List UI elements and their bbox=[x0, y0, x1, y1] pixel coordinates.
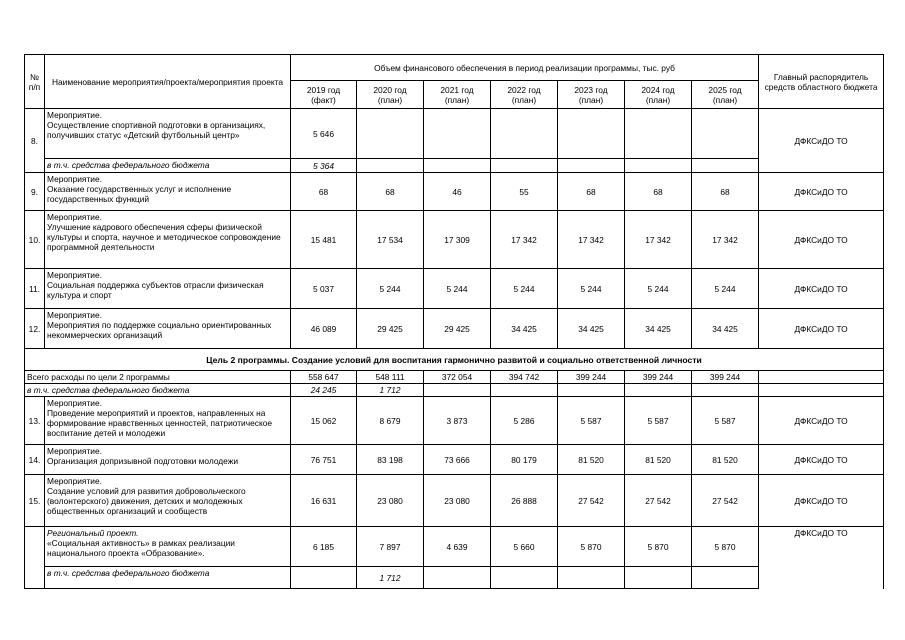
row-owner: ДФКСиДО ТО bbox=[759, 173, 884, 211]
cell-value: 81 520 bbox=[558, 445, 625, 475]
cell-value: 5 587 bbox=[625, 397, 692, 445]
cell-value: 55 bbox=[491, 173, 558, 211]
header-year-2024: 2024 год (план) bbox=[625, 81, 692, 109]
row-name: Мероприятие. Проведение мероприятий и проектов, направленных на формирование нравственных ценностей, патриотическое воспитание детей и молодежи bbox=[45, 397, 291, 445]
table-row bbox=[25, 309, 884, 349]
cell-value: 17 342 bbox=[692, 211, 759, 269]
cell-value: 29 425 bbox=[424, 309, 491, 349]
table-row bbox=[25, 109, 884, 159]
total-row bbox=[25, 371, 884, 384]
cell-value: 3 873 bbox=[424, 397, 491, 445]
cell-value: 17 342 bbox=[625, 211, 692, 269]
row-name: Региональный проект. «Социальная активность» в рамках реализации национального проекта «Образование». bbox=[45, 527, 291, 567]
cell-value bbox=[424, 109, 491, 159]
row-num: 12. bbox=[25, 309, 45, 349]
cell-value: 558 647 bbox=[291, 371, 357, 384]
total-row bbox=[25, 384, 884, 397]
header-num: № п/п bbox=[25, 55, 45, 109]
header-year-2022: 2022 год (план) bbox=[491, 81, 558, 109]
cell-value: 4 639 bbox=[424, 527, 491, 567]
cell-value: 5 286 bbox=[491, 397, 558, 445]
cell-value: 26 888 bbox=[491, 475, 558, 527]
cell-value bbox=[491, 109, 558, 159]
cell-value bbox=[692, 109, 759, 159]
cell-value: 5 037 bbox=[291, 269, 357, 309]
total-label: в т.ч. средства федерального бюджета bbox=[25, 384, 291, 397]
cell-value: 83 198 bbox=[357, 445, 424, 475]
cell-value: 80 179 bbox=[491, 445, 558, 475]
cell-value bbox=[558, 384, 625, 397]
cell-value: 23 080 bbox=[357, 475, 424, 527]
cell-value: 548 111 bbox=[357, 371, 424, 384]
cell-value: 68 bbox=[291, 173, 357, 211]
cell-value bbox=[625, 159, 692, 173]
row-name: Мероприятие. Осуществление спортивной подготовки в организациях, получивших статус «Детский футбольный центр» bbox=[45, 109, 291, 159]
cell-value: 81 520 bbox=[625, 445, 692, 475]
table-row bbox=[25, 211, 884, 269]
cell-value: 24 245 bbox=[291, 384, 357, 397]
row-num: 11. bbox=[25, 269, 45, 309]
row-num: 13. bbox=[25, 397, 45, 445]
cell-value: 15 481 bbox=[291, 211, 357, 269]
table-row bbox=[25, 475, 884, 527]
header-name: Наименование мероприятия/проекта/мероприятия проекта bbox=[45, 55, 291, 109]
goal-heading: Цель 2 программы. Создание условий для воспитания гармонично развитой и социально ответственной личности bbox=[25, 349, 884, 371]
cell-value: 1 712 bbox=[357, 384, 424, 397]
empty-cell bbox=[759, 371, 884, 384]
cell-value bbox=[491, 159, 558, 173]
cell-value: 15 062 bbox=[291, 397, 357, 445]
cell-value: 17 342 bbox=[491, 211, 558, 269]
cell-value: 29 425 bbox=[357, 309, 424, 349]
row-name: Мероприятие. Мероприятия по поддержке социально ориентированных некоммерческих организаций bbox=[45, 309, 291, 349]
row-num: 10. bbox=[25, 211, 45, 269]
row-name: в т.ч. средства федерального бюджета bbox=[45, 159, 291, 173]
header-year-2025: 2025 год (план) bbox=[692, 81, 759, 109]
header-year-2020: 2020 год (план) bbox=[357, 81, 424, 109]
cell-value: 399 244 bbox=[625, 371, 692, 384]
cell-value bbox=[424, 384, 491, 397]
cell-value: 5 244 bbox=[558, 269, 625, 309]
empty-cell bbox=[759, 384, 884, 397]
table-row bbox=[25, 173, 884, 211]
cell-value: 17 534 bbox=[357, 211, 424, 269]
row-name: Мероприятие. Социальная поддержка субъектов отрасли физическая культура и спорт bbox=[45, 269, 291, 309]
cell-value: 5 587 bbox=[558, 397, 625, 445]
header-year-2019: 2019 год (факт) bbox=[291, 81, 357, 109]
cell-value bbox=[558, 567, 625, 589]
cell-value: 68 bbox=[625, 173, 692, 211]
cell-value: 5 364 bbox=[291, 159, 357, 173]
header-funding: Объем финансового обеспечения в период реализации программы, тыс. руб bbox=[291, 55, 759, 81]
cell-value: 27 542 bbox=[558, 475, 625, 527]
cell-value: 6 185 bbox=[291, 527, 357, 567]
cell-value bbox=[357, 159, 424, 173]
cell-value: 17 342 bbox=[558, 211, 625, 269]
table-row bbox=[25, 269, 884, 309]
cell-value: 372 054 bbox=[424, 371, 491, 384]
section-row bbox=[25, 349, 884, 371]
cell-value: 68 bbox=[357, 173, 424, 211]
table-row bbox=[25, 445, 884, 475]
header-year-2023: 2023 год (план) bbox=[558, 81, 625, 109]
cell-value: 76 751 bbox=[291, 445, 357, 475]
cell-value: 5 244 bbox=[692, 269, 759, 309]
cell-value: 68 bbox=[558, 173, 625, 211]
cell-value: 81 520 bbox=[692, 445, 759, 475]
cell-value: 68 bbox=[692, 173, 759, 211]
cell-value: 399 244 bbox=[692, 371, 759, 384]
cell-value: 34 425 bbox=[491, 309, 558, 349]
table-row bbox=[25, 397, 884, 445]
cell-value bbox=[625, 109, 692, 159]
row-owner: ДФКСиДО ТО bbox=[759, 445, 884, 475]
row-name: Мероприятие. Улучшение кадрового обеспечения сферы физической культуры и спорта, научное и методическое сопровождение программной деятельности bbox=[45, 211, 291, 269]
cell-value bbox=[692, 384, 759, 397]
cell-value bbox=[558, 109, 625, 159]
row-name: Мероприятие. Оказание государственных услуг и исполнение государственных функций bbox=[45, 173, 291, 211]
cell-value: 5 870 bbox=[625, 527, 692, 567]
cell-value bbox=[424, 159, 491, 173]
cell-value: 5 244 bbox=[424, 269, 491, 309]
cell-value: 5 870 bbox=[692, 527, 759, 567]
cell-value: 34 425 bbox=[558, 309, 625, 349]
cell-value: 5 660 bbox=[491, 527, 558, 567]
row-name: в т.ч. средства федерального бюджета bbox=[45, 567, 291, 589]
cell-value: 5 870 bbox=[558, 527, 625, 567]
cell-value bbox=[424, 567, 491, 589]
row-num: 14. bbox=[25, 445, 45, 475]
cell-value: 17 309 bbox=[424, 211, 491, 269]
cell-value bbox=[558, 159, 625, 173]
cell-value: 73 666 bbox=[424, 445, 491, 475]
cell-value: 27 542 bbox=[692, 475, 759, 527]
cell-value: 5 646 bbox=[291, 109, 357, 159]
cell-value bbox=[357, 109, 424, 159]
cell-value: 1 712 bbox=[357, 567, 424, 589]
cell-value: 7 897 bbox=[357, 527, 424, 567]
row-num: 9. bbox=[25, 173, 45, 211]
cell-value: 5 244 bbox=[357, 269, 424, 309]
row-owner: ДФКСиДО ТО bbox=[759, 109, 884, 173]
cell-value: 5 244 bbox=[625, 269, 692, 309]
cell-value bbox=[692, 567, 759, 589]
table-row bbox=[25, 527, 884, 567]
row-name: Мероприятие. Организация допризывной подготовки молодежи bbox=[45, 445, 291, 475]
cell-value: 5 587 bbox=[692, 397, 759, 445]
row-num: 8. bbox=[25, 109, 45, 173]
cell-value bbox=[491, 567, 558, 589]
cell-value: 16 631 bbox=[291, 475, 357, 527]
cell-value: 34 425 bbox=[625, 309, 692, 349]
cell-value: 46 089 bbox=[291, 309, 357, 349]
cell-value: 23 080 bbox=[424, 475, 491, 527]
cell-value: 399 244 bbox=[558, 371, 625, 384]
table-row bbox=[25, 567, 884, 589]
row-owner: ДФКСиДО ТО bbox=[759, 269, 884, 309]
cell-value bbox=[291, 567, 357, 589]
cell-value bbox=[491, 384, 558, 397]
row-owner: ДФКСиДО ТО bbox=[759, 475, 884, 527]
header-year-2021: 2021 год (план) bbox=[424, 81, 491, 109]
cell-value bbox=[625, 384, 692, 397]
funding-table bbox=[24, 54, 884, 589]
row-name: Мероприятие. Создание условий для развития добровольческого (волонтерского) движения, детских и молодежных общественных организаций и сообществ bbox=[45, 475, 291, 527]
table-row bbox=[25, 159, 884, 173]
total-label: Всего расходы по цели 2 программы bbox=[25, 371, 291, 384]
row-num-empty bbox=[25, 527, 45, 589]
header-owner: Главный распорядитель средств областного бюджета bbox=[759, 55, 884, 109]
cell-value: 46 bbox=[424, 173, 491, 211]
cell-value bbox=[692, 159, 759, 173]
row-owner: ДФКСиДО ТО bbox=[759, 397, 884, 445]
cell-value: 27 542 bbox=[625, 475, 692, 527]
cell-value: 34 425 bbox=[692, 309, 759, 349]
cell-value: 5 244 bbox=[491, 269, 558, 309]
row-owner: ДФКСиДО ТО bbox=[759, 211, 884, 269]
cell-value bbox=[625, 567, 692, 589]
cell-value: 8 679 bbox=[357, 397, 424, 445]
row-owner: ДФКСиДО ТО bbox=[759, 309, 884, 349]
row-num: 15. bbox=[25, 475, 45, 527]
cell-value: 394 742 bbox=[491, 371, 558, 384]
row-owner: ДФКСиДО ТО bbox=[759, 527, 884, 589]
